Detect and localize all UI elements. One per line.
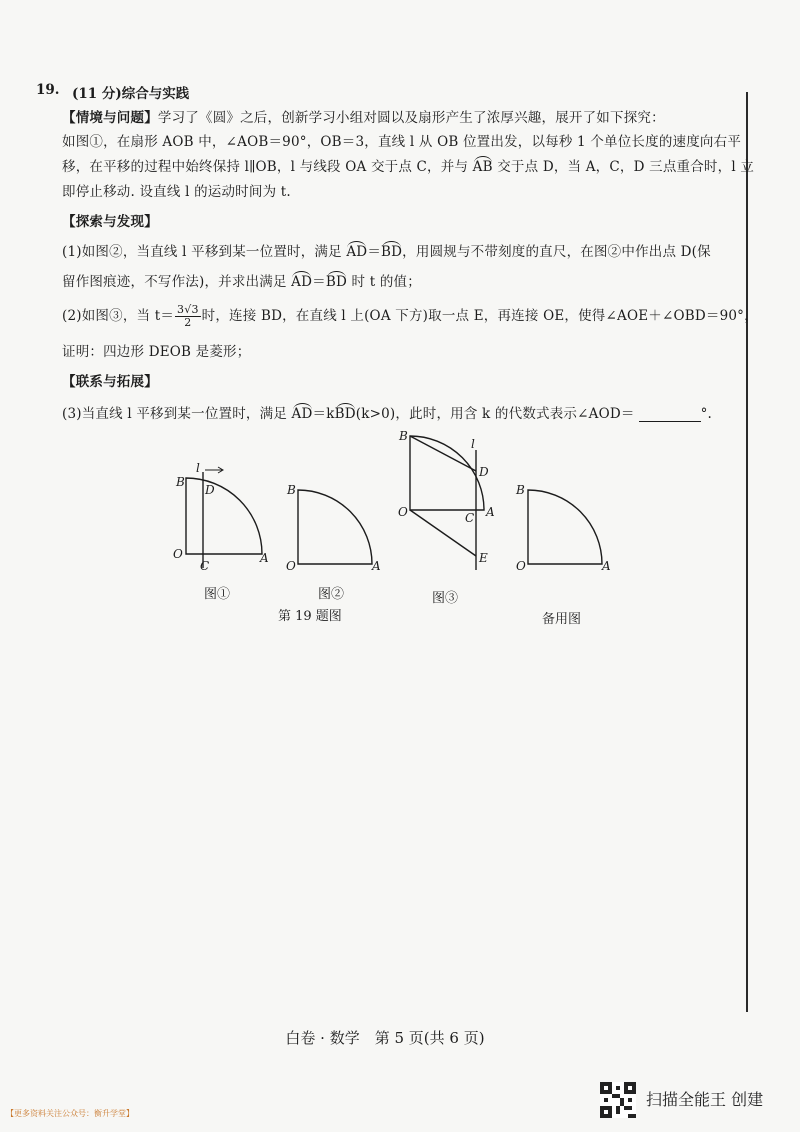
fig1-label-a: A <box>260 551 269 565</box>
fig3-label-l: l <box>471 437 475 451</box>
fig2-caption: 图② <box>318 587 345 602</box>
arc-ad: AD <box>346 244 368 260</box>
spare-sector <box>528 490 602 564</box>
figures-svg <box>0 420 800 640</box>
part3-text-c: °. <box>700 406 713 422</box>
fig1-caption: 图① <box>204 587 231 602</box>
part3-line-1 <box>62 402 712 422</box>
part1-text-c: 留作图痕迹，不写作法)，并求出满足 <box>62 274 292 290</box>
spare-label-a: A <box>602 559 611 573</box>
fraction-t <box>175 304 201 328</box>
arc-ad-3: AD <box>291 406 313 422</box>
fig2-sector <box>298 490 372 564</box>
fig1-sector <box>186 478 262 554</box>
spare-label-b: B <box>516 483 525 497</box>
fig3-label-c: C <box>465 511 475 525</box>
part1-text-b: ，用圆规与不带刻度的直尺，在图②中作出点 D(保 <box>402 244 711 260</box>
fig3-label-e: E <box>479 551 488 565</box>
fig2-label-o: O <box>286 559 296 573</box>
page-footer <box>0 1027 800 1048</box>
figure-spare <box>528 490 602 564</box>
fig3-label-b: B <box>399 429 408 443</box>
part3-text-a: (3)当直线 l 平移到某一位置时，满足 <box>62 406 292 422</box>
intro-text-3b: 交于点 D，当 A，C，D 三点重合时，l 立 <box>492 159 755 175</box>
part2-text-a: (2)如图③，当 t＝ <box>62 308 175 324</box>
scanner-brand: 扫描全能王 创建 <box>646 1090 764 1109</box>
fig3-caption: 图③ <box>432 591 459 606</box>
arc-bd-3: BD <box>334 406 356 422</box>
fraction-numerator: 3√3 <box>177 303 199 317</box>
fig3-label-d: D <box>479 465 489 479</box>
part1-text-d: 时 t 的值； <box>347 274 421 290</box>
part1-text-a: (1)如图②，当直线 l 平移到某一位置时，满足 <box>62 244 347 260</box>
intro-text-3a: 移，在平移的过程中始终保持 l∥OB，l 与线段 OA 交于点 C，并与 <box>62 159 473 175</box>
figure-1 <box>186 467 262 568</box>
watermark-left: 【更多资料关注公众号：衡升学堂】 <box>6 1109 134 1118</box>
fig3-segment-bd <box>410 436 476 471</box>
arc-ad-2: AD <box>291 274 313 290</box>
fig1-label-o: O <box>173 547 183 561</box>
intro-line-3 <box>62 155 754 175</box>
qr-code-icon <box>600 1082 636 1118</box>
part2-line-2: 证明：四边形 DEOB 是菱形； <box>62 344 251 360</box>
intro-text-1: 学习了《圆》之后，创新学习小组对圆以及扇形产生了浓厚兴趣，展开了如下探究： <box>157 110 665 126</box>
part2-text-b: 时，连接 BD，在直线 l 上(OA 下方)取一点 E，再连接 OE，使得∠AOE＋∠OBD＝90°， <box>201 308 758 324</box>
extend-tag: 【联系与拓展】 <box>62 374 158 390</box>
fig2-label-b: B <box>287 483 296 497</box>
spare-caption: 备用图 <box>542 612 582 627</box>
intro-line-2: 如图①，在扇形 AOB 中，∠AOB＝90°，OB＝3，直线 l 从 OB 位置出发，以每秒 1 个单位长度的速度向右平 <box>62 134 742 150</box>
part1-eq: ＝ <box>367 244 382 260</box>
arc-bd: BD <box>381 244 403 260</box>
fraction-denominator: 2 <box>184 316 192 329</box>
figure-group-caption: 第 19 题图 <box>278 609 342 624</box>
footer-page-text: 白卷 · 数学 第 5 页(共 6 页) <box>285 1029 485 1047</box>
fig1-label-d: D <box>205 483 215 497</box>
arc-ab: AB <box>472 159 493 175</box>
fig1-label-c: C <box>200 559 210 573</box>
part1-line-2 <box>62 270 421 290</box>
figure-2 <box>298 490 372 564</box>
arc-bd-2: BD <box>325 274 348 290</box>
fig1-label-b: B <box>176 475 185 489</box>
part2-line-1 <box>62 304 758 329</box>
part1-eq-2: ＝ <box>312 274 326 290</box>
part3-eq: ＝k <box>312 406 335 422</box>
intro-tag: 【情境与问题】 <box>62 110 158 126</box>
intro-line-4: 即停止移动. 设直线 l 的运动时间为 t. <box>62 184 291 200</box>
fig2-label-a: A <box>372 559 381 573</box>
fig3-label-o: O <box>398 505 408 519</box>
question-number: 19. <box>36 82 60 98</box>
spare-label-o: O <box>516 559 526 573</box>
figure-3 <box>410 436 484 570</box>
explore-tag: 【探索与发现】 <box>62 214 158 230</box>
part1-line-1 <box>62 240 711 260</box>
fig3-label-a: A <box>486 505 495 519</box>
part3-text-b: (k>0)，此时，用含 k 的代数式表示∠AOD＝ <box>355 406 635 422</box>
fig1-label-l: l <box>196 461 200 475</box>
intro-line-1 <box>62 106 665 126</box>
question-title: (11 分)综合与实践 <box>72 86 190 102</box>
